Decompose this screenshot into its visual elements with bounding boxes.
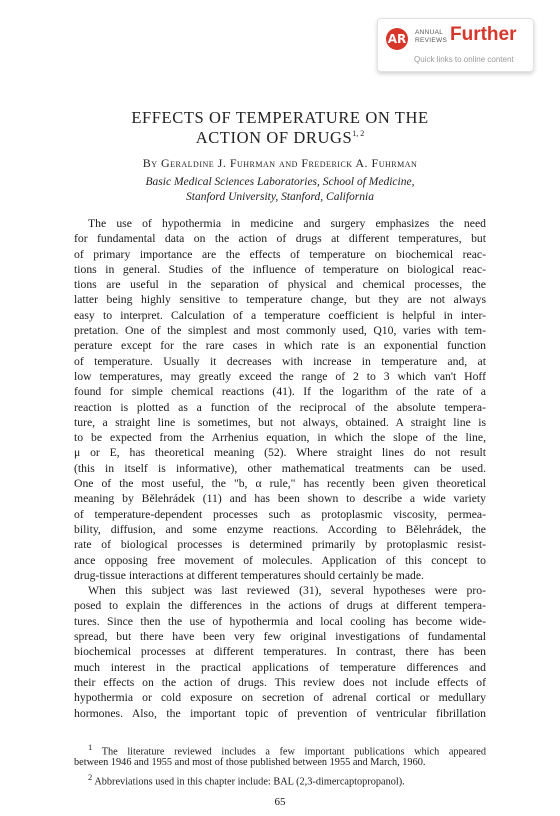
article-title-line-1: EFFECTS OF TEMPERATURE ON THE [131,108,429,127]
body-line: One of the most useful, the "b, α rule," has recently been given theoretical [74,477,486,491]
body-line: rate of biological processes is determined primarily by protoplasmic resist- [74,538,486,552]
body-line: perature except for the rare cases in which rate is an exponential function [74,339,486,353]
body-line: much interest in the practical applications of temperature differences and [74,660,486,674]
body-line: easy to interpret. Calculation of a temperature coefficient is helpful in inter- [74,308,486,322]
body-line: μ or E, has theoretical meaning (52). Where straight lines do not result [74,446,486,460]
body-line: their effects on the action of drugs. This review does not include effects of [74,675,486,689]
body-line: drug-tissue interactions at different temperatures should certainly be made. [74,568,424,582]
body-line: pretation. One of the simplest and most commonly used, Q10, varies with tem- [74,324,486,338]
body-line: of temperature. Usually it decreases with increase in temperature and, at [74,354,486,368]
author-byline: By Geraldine J. Fuhrman and Frederick A. Fuhrman [142,156,418,170]
annual-reviews-wordmark: ANNUAL REVIEWS [415,29,448,44]
body-line: hypothermia or cold exposure on secretion of adrenal cortical or medullary [74,691,486,705]
body-line: of temperature-dependent processes such as protoplasmic viscosity, permea- [74,507,486,521]
body-line: found for simple chemical reactions (41). If the logarithm of the rate of a [74,385,486,399]
further-label: Further [450,24,517,45]
body-line: tions in general. Studies of the influence of temperature on biological reac- [74,262,486,276]
body-line: low temperatures, may greatly exceed the range of 2 to 3 which van't Hoff [74,369,486,383]
annual-reviews-logo-icon: AR [386,28,408,50]
affiliation-line-1: Basic Medical Sciences Laboratories, School of Medicine, [145,176,415,188]
body-line: to be expected from the Arrhenius equation, in which the slope of the line, [74,431,486,445]
body-line: for fundamental data on the action of drugs at different temperatures, but [74,232,486,246]
further-tagline: Quick links to online content [414,55,514,64]
title-footnote-marks: 1, 2 [352,129,365,138]
footnote-2: $^2$ Abbreviations used in this chapter include: BAL (2,3-dimercaptopropanol). [88,772,405,788]
body-line: latter being highly sensitive to temperature change, but they are not always [74,293,486,307]
body-text [74,216,486,721]
body-line: spread, but there have been very few original investigations of fundamental [74,630,486,644]
body-line: meaning by Bělehrádek (11) and has been shown to describe a wide variety [74,492,486,506]
body-line: posed to explain the differences in the actions of drugs at different tempera- [74,599,486,613]
body-line: hormones. Also, the important topic of prevention of ventricular fibrillation [74,706,486,720]
body-line: tions are useful in the separation of physical and chemical processes, the [74,278,486,292]
article-title-line-2: ACTION OF DRUGS$^{1, 2}$ [195,128,365,147]
footnote-1: $^1$ The literature reviewed includes a few important publications which appeared [88,742,486,758]
footnote-1-continued: between 1946 and 1955 and most of those published between 1955 and March, 1960. [74,757,426,768]
body-line: biochemical processes at different temperatures. In contrast, there has been [74,645,486,659]
body-line: ance opposing free movement of molecules. Application of this concept to [74,553,486,567]
body-line: The use of hypothermia in medicine and surgery emphasizes the need [88,217,486,230]
page-number: 65 [274,796,286,808]
body-line: ture, a straight line is sometimes, but not always, obtained. A straight line is [74,415,486,429]
affiliation-line-2: Stanford University, Stanford, California [186,191,374,203]
body-line: (this in itself is informative), other mathematical treatments can be used. [74,461,486,475]
further-badge[interactable] [377,18,534,72]
body-line: bility, diffusion, and some enzyme reactions. According to Bělehrádek, the [74,522,486,536]
body-line: tures. Since then the use of hypothermia and local cooling has become wide- [74,614,486,628]
body-line: When this subject was last reviewed (31), several hypotheses were pro- [88,584,486,598]
body-line: reaction is plotted as a function of the reciprocal of the absolute tempera- [74,400,486,414]
body-line: of primary importance are the effects of temperature on biochemical reac- [74,247,486,261]
